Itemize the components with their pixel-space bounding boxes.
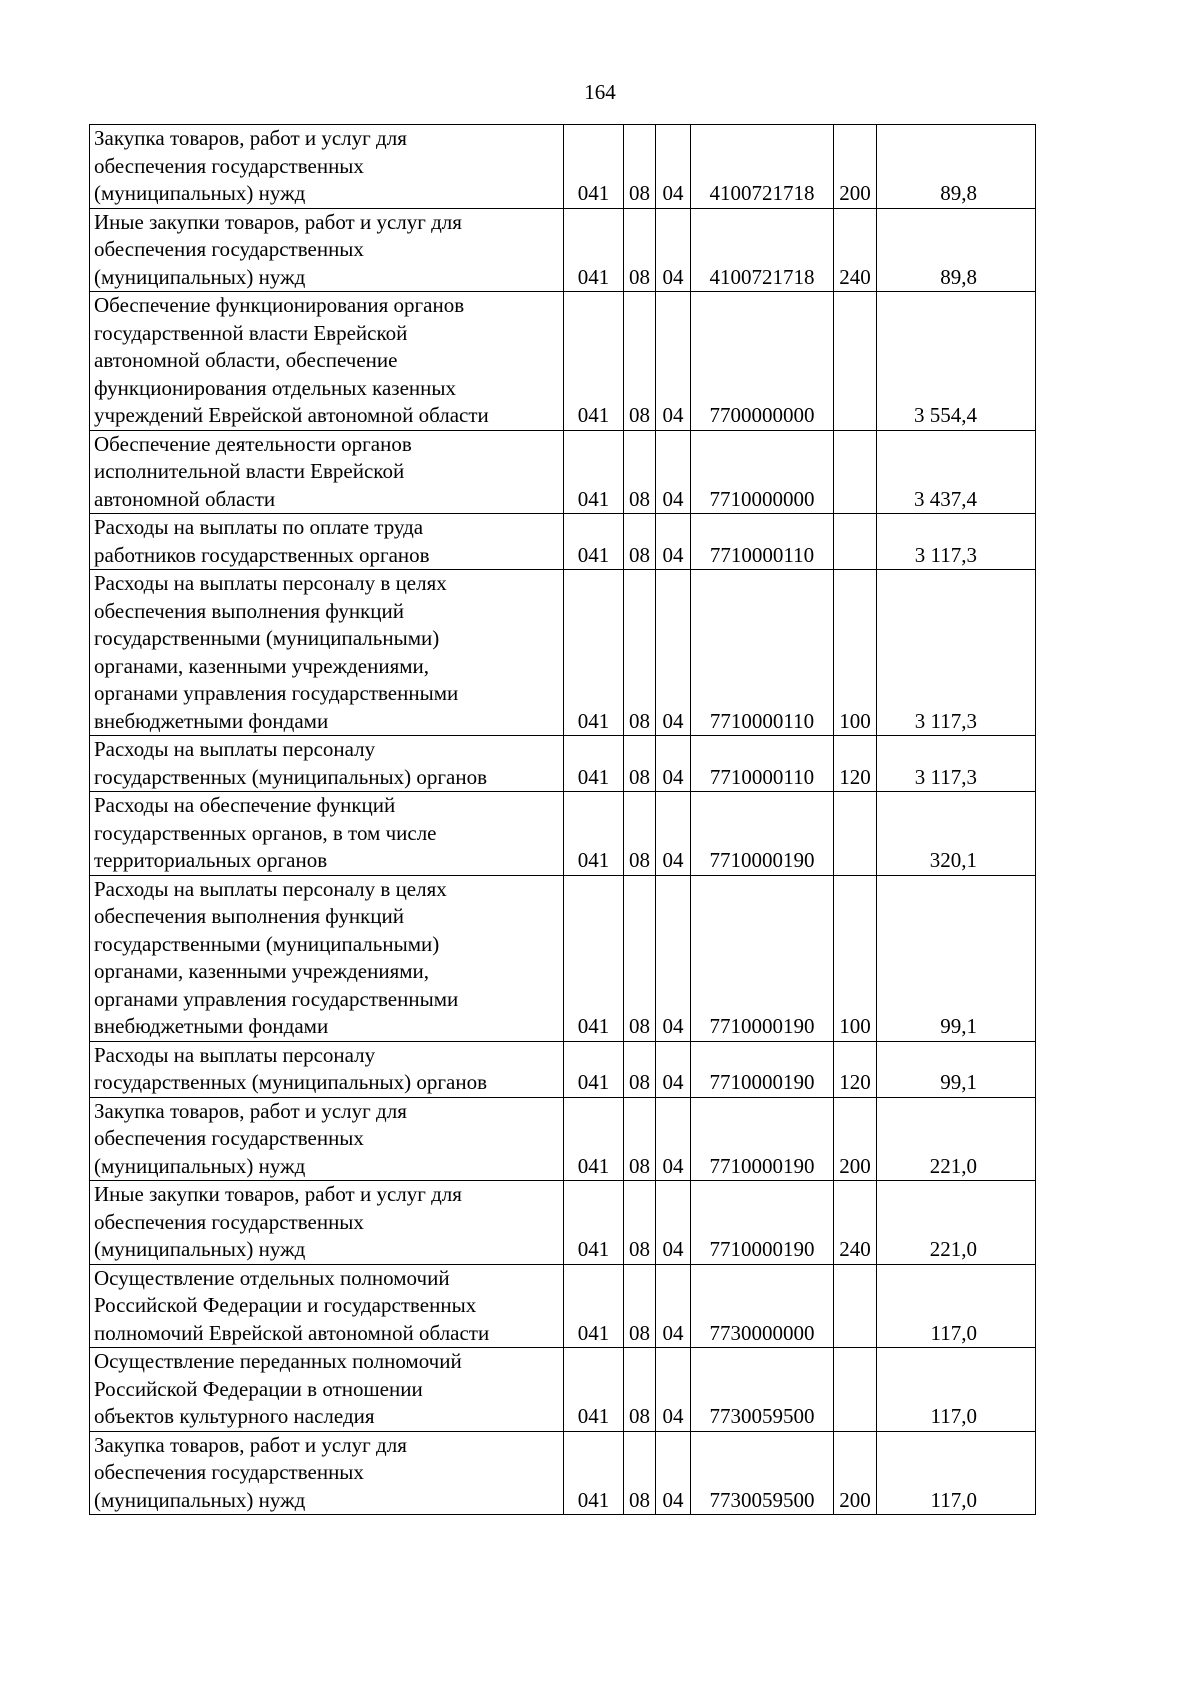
expense-name-line: обеспечения государственных [94, 1209, 364, 1234]
section-code-cell: 08 [624, 514, 656, 570]
table-row [90, 1097, 1036, 1181]
expense-type-cell [834, 792, 877, 876]
expense-name-line: Иные закупки товаров, работ и услуг для [94, 209, 462, 234]
table-row [90, 570, 1036, 736]
ministry-code-cell: 041 [564, 1041, 624, 1097]
amount-cell: 221,0 [877, 1097, 1036, 1181]
expense-name-cell [90, 1431, 564, 1515]
expense-name-line: (муниципальных) нужд [94, 264, 306, 289]
section-code-cell: 08 [624, 1431, 656, 1515]
expense-name-line: автономной области [94, 486, 276, 511]
amount-cell: 89,8 [877, 208, 1036, 292]
expense-type-cell: 120 [834, 736, 877, 792]
expense-name-line: Российской Федерации и государственных [94, 1293, 477, 1317]
target-article-cell: 4100721718 [691, 208, 834, 292]
expense-name-line: работников государственных органов [94, 542, 430, 567]
expense-name-line: обеспечения выполнения функций [94, 904, 405, 928]
subsection-code-cell: 04 [656, 208, 691, 292]
table-row [90, 1431, 1036, 1515]
expense-name-line: Расходы на выплаты по оплате труда [94, 515, 424, 539]
table-row [90, 736, 1036, 792]
section-code-cell: 08 [624, 208, 656, 292]
expense-type-cell [834, 514, 877, 570]
table-row [90, 1041, 1036, 1097]
expense-type-cell: 100 [834, 570, 877, 736]
target-article-cell: 7710000190 [691, 1097, 834, 1181]
amount-cell: 3 117,3 [877, 736, 1036, 792]
target-article-cell: 7710000110 [691, 736, 834, 792]
target-article-cell: 7730059500 [691, 1431, 834, 1515]
expense-name-line: государственными (муниципальными) [94, 931, 440, 956]
expense-type-cell: 200 [834, 125, 877, 209]
expense-name-line: исполнительной власти Еврейской [94, 459, 405, 483]
table-row [90, 208, 1036, 292]
expense-name-cell [90, 570, 564, 736]
expense-name-line: функционирования отдельных казенных [94, 375, 457, 400]
expense-name-cell [90, 1264, 564, 1348]
expense-name-line: (муниципальных) нужд [94, 1153, 306, 1178]
subsection-code-cell: 04 [656, 736, 691, 792]
amount-cell: 3 117,3 [877, 570, 1036, 736]
section-code-cell: 08 [624, 1097, 656, 1181]
expense-type-cell [834, 1264, 877, 1348]
section-code-cell: 08 [624, 292, 656, 431]
expense-name-cell [90, 208, 564, 292]
expense-type-cell: 200 [834, 1431, 877, 1515]
subsection-code-cell: 04 [656, 570, 691, 736]
section-code-cell: 08 [624, 430, 656, 514]
section-code-cell: 08 [624, 792, 656, 876]
section-code-cell: 08 [624, 125, 656, 209]
subsection-code-cell: 04 [656, 514, 691, 570]
amount-cell: 3 554,4 [877, 292, 1036, 431]
expense-name-line: органами управления государственными [94, 986, 459, 1011]
subsection-code-cell: 04 [656, 125, 691, 209]
target-article-cell: 7710000190 [691, 1041, 834, 1097]
expense-name-cell [90, 1348, 564, 1432]
expense-name-line: обеспечения выполнения функций [94, 598, 405, 623]
expense-name-line: автономной области, обеспечение [94, 348, 398, 372]
ministry-code-cell: 041 [564, 514, 624, 570]
expense-name-line: полномочий Еврейской автономной области [94, 1320, 490, 1345]
section-code-cell: 08 [624, 1264, 656, 1348]
expense-name-cell [90, 792, 564, 876]
subsection-code-cell: 04 [656, 1181, 691, 1265]
expense-type-cell [834, 292, 877, 431]
target-article-cell: 7710000110 [691, 570, 834, 736]
expense-name-cell [90, 1097, 564, 1181]
expense-name-line: обеспечения государственных [94, 1460, 364, 1484]
expense-name-cell [90, 875, 564, 1041]
expense-name-line: Расходы на выплаты персоналу [94, 1042, 376, 1067]
amount-cell: 99,1 [877, 875, 1036, 1041]
amount-cell: 3 437,4 [877, 430, 1036, 514]
expense-name-line: органами, казенными учреждениями, [94, 653, 430, 678]
expense-name-line: Осуществление отдельных полномочий [94, 1265, 450, 1290]
table-body [90, 125, 1036, 1515]
subsection-code-cell: 04 [656, 875, 691, 1041]
expense-name-line: внебюджетными фондами [94, 708, 329, 733]
subsection-code-cell: 04 [656, 1041, 691, 1097]
subsection-code-cell: 04 [656, 792, 691, 876]
table-row [90, 514, 1036, 570]
amount-cell: 3 117,3 [877, 514, 1036, 570]
ministry-code-cell: 041 [564, 1348, 624, 1432]
section-code-cell: 08 [624, 1348, 656, 1432]
ministry-code-cell: 041 [564, 792, 624, 876]
expense-name-line: органами управления государственными [94, 681, 459, 705]
section-code-cell: 08 [624, 1181, 656, 1265]
expense-name-cell [90, 125, 564, 209]
expense-type-cell [834, 430, 877, 514]
expense-name-line: государственными (муниципальными) [94, 626, 440, 650]
expense-name-line: Осуществление переданных полномочий [94, 1349, 462, 1373]
table-row [90, 125, 1036, 209]
amount-cell: 221,0 [877, 1181, 1036, 1265]
expense-name-line: государственных (муниципальных) органов [94, 1070, 488, 1094]
expense-name-line: Российской Федерации в отношении [94, 1376, 423, 1401]
table-row [90, 1264, 1036, 1348]
expense-type-cell: 120 [834, 1041, 877, 1097]
expense-name-line: (муниципальных) нужд [94, 1487, 306, 1512]
expense-name-line: внебюджетными фондами [94, 1014, 329, 1038]
section-code-cell: 08 [624, 1041, 656, 1097]
expense-type-cell: 240 [834, 208, 877, 292]
ministry-code-cell: 041 [564, 125, 624, 209]
table-row [90, 1181, 1036, 1265]
expense-name-line: Расходы на выплаты персоналу в целях [94, 876, 447, 901]
expense-name-line: государственной власти Еврейской [94, 320, 408, 345]
subsection-code-cell: 04 [656, 1264, 691, 1348]
subsection-code-cell: 04 [656, 1348, 691, 1432]
target-article-cell: 7710000190 [691, 792, 834, 876]
section-code-cell: 08 [624, 875, 656, 1041]
target-article-cell: 7710000190 [691, 875, 834, 1041]
table-row [90, 792, 1036, 876]
expense-name-line: объектов культурного наследия [94, 1404, 375, 1428]
expense-name-line: государственных (муниципальных) органов [94, 764, 488, 789]
amount-cell: 99,1 [877, 1041, 1036, 1097]
expense-name-line: Иные закупки товаров, работ и услуг для [94, 1182, 462, 1206]
expense-name-cell [90, 1181, 564, 1265]
expense-type-cell: 100 [834, 875, 877, 1041]
target-article-cell: 7730000000 [691, 1264, 834, 1348]
expense-type-cell: 240 [834, 1181, 877, 1265]
ministry-code-cell: 041 [564, 1097, 624, 1181]
expense-type-cell: 200 [834, 1097, 877, 1181]
subsection-code-cell: 04 [656, 1097, 691, 1181]
page-number: 164 [584, 80, 616, 104]
ministry-code-cell: 041 [564, 736, 624, 792]
expense-name-line: Закупка товаров, работ и услуг для [94, 1432, 407, 1457]
expense-name-cell [90, 292, 564, 431]
table-row [90, 292, 1036, 431]
subsection-code-cell: 04 [656, 292, 691, 431]
target-article-cell: 7710000190 [691, 1181, 834, 1265]
expense-name-line: Расходы на выплаты персоналу [94, 737, 376, 761]
expense-name-line: Обеспечение функционирования органов [94, 293, 465, 317]
expense-name-line: (муниципальных) нужд [94, 181, 306, 205]
expense-name-line: Закупка товаров, работ и услуг для [94, 126, 407, 150]
expense-type-cell [834, 1348, 877, 1432]
ministry-code-cell: 041 [564, 875, 624, 1041]
expense-name-line: учреждений Еврейской автономной области [94, 403, 489, 427]
target-article-cell: 4100721718 [691, 125, 834, 209]
amount-cell: 89,8 [877, 125, 1036, 209]
subsection-code-cell: 04 [656, 1431, 691, 1515]
expense-name-line: обеспечения государственных [94, 1126, 364, 1150]
ministry-code-cell: 041 [564, 570, 624, 736]
section-code-cell: 08 [624, 570, 656, 736]
expense-name-cell [90, 1041, 564, 1097]
expense-name-line: органами, казенными учреждениями, [94, 959, 430, 983]
amount-cell: 117,0 [877, 1264, 1036, 1348]
ministry-code-cell: 041 [564, 292, 624, 431]
expense-name-line: государственных органов, в том числе [94, 820, 437, 845]
expense-name-line: Обеспечение деятельности органов [94, 431, 412, 456]
target-article-cell: 7730059500 [691, 1348, 834, 1432]
expense-name-line: территориальных органов [94, 848, 328, 872]
expense-name-line: Расходы на выплаты персоналу в целях [94, 571, 447, 595]
table-row [90, 1348, 1036, 1432]
expense-name-line: Расходы на обеспечение функций [94, 793, 396, 817]
budget-table [89, 124, 1036, 1515]
ministry-code-cell: 041 [564, 1181, 624, 1265]
expense-name-cell [90, 514, 564, 570]
ministry-code-cell: 041 [564, 1431, 624, 1515]
table-row [90, 430, 1036, 514]
ministry-code-cell: 041 [564, 430, 624, 514]
ministry-code-cell: 041 [564, 1264, 624, 1348]
expense-name-cell [90, 736, 564, 792]
expense-name-line: обеспечения государственных [94, 237, 364, 261]
target-article-cell: 7710000000 [691, 430, 834, 514]
target-article-cell: 7700000000 [691, 292, 834, 431]
expense-name-cell [90, 430, 564, 514]
expense-name-line: обеспечения государственных [94, 153, 364, 178]
amount-cell: 320,1 [877, 792, 1036, 876]
table-row [90, 875, 1036, 1041]
section-code-cell: 08 [624, 736, 656, 792]
expense-name-line: (муниципальных) нужд [94, 1237, 306, 1261]
expense-name-line: Закупка товаров, работ и услуг для [94, 1098, 407, 1123]
amount-cell: 117,0 [877, 1348, 1036, 1432]
target-article-cell: 7710000110 [691, 514, 834, 570]
amount-cell: 117,0 [877, 1431, 1036, 1515]
subsection-code-cell: 04 [656, 430, 691, 514]
ministry-code-cell: 041 [564, 208, 624, 292]
